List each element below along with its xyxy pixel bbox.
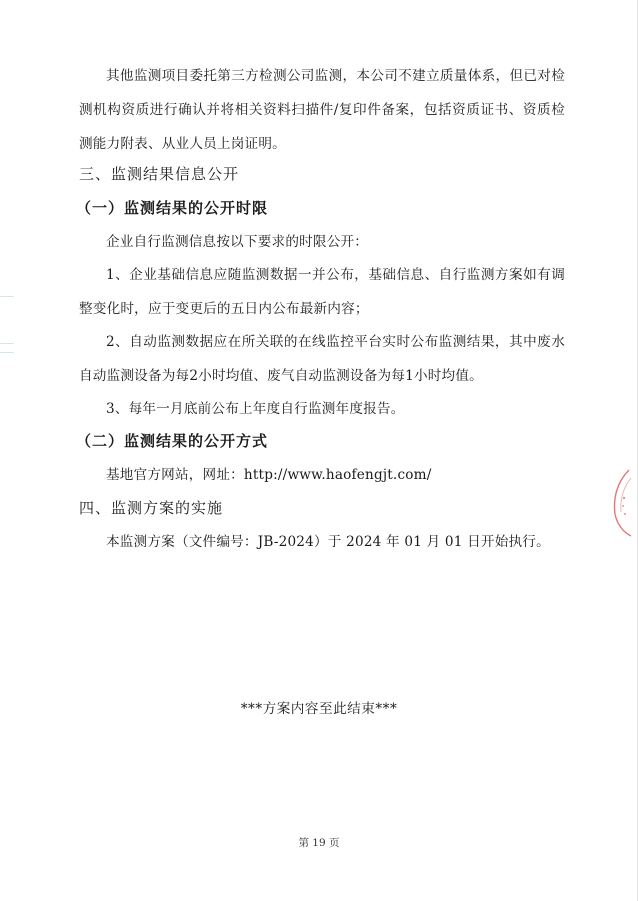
end-marker: ***方案内容至此结束***	[240, 701, 398, 717]
section-3-2-heading: （二）监测结果的公开方式	[76, 432, 269, 450]
section-3-1-item-2: 2、自动监测数据应在所关联的在线监控平台实时公布监测结果，其中废水自动监测设备为每2小时均值、废气自动监测设备为每1小时均值。	[79, 334, 565, 384]
intro-paragraph: 其他监测项目委托第三方检测公司监测，本公司不建立质量体系，但已对检测机构资质进行确认并将相关资料扫描件/复印件备案，包括资质证书、资质检测能力附表、从业人员上岗证明。	[79, 68, 565, 152]
section-3-2-text: 基地官方网站，网址：http://www.haofengjt.com/	[106, 467, 432, 483]
section-3-1-lead: 企业自行监测信息按以下要求的时限公开：	[106, 234, 369, 250]
section-3-heading: 三、监测结果信息公开	[79, 165, 240, 183]
scan-edge-mark	[0, 296, 14, 297]
scan-edge-mark	[0, 343, 14, 344]
section-3-1-item-3: 3、每年一月底前公布上年度自行监测年度报告。	[106, 401, 405, 417]
page-number: 第 19 页	[298, 837, 340, 849]
section-3-1-heading: （一）监测结果的公开时限	[76, 199, 269, 217]
seal-stamp-icon	[609, 468, 633, 538]
section-4-text: 本监测方案（文件编号：JB-2024）于 2024 年 01 月 01 日开始执行。	[106, 534, 550, 550]
scan-edge-mark	[0, 352, 14, 353]
section-4-heading: 四、监测方案的实施	[79, 499, 224, 517]
section-3-1-item-1: 1、企业基础信息应随监测数据一并公布，基础信息、自行监测方案如有调整变化时，应于变更后的五日内公布最新内容；	[79, 267, 565, 317]
